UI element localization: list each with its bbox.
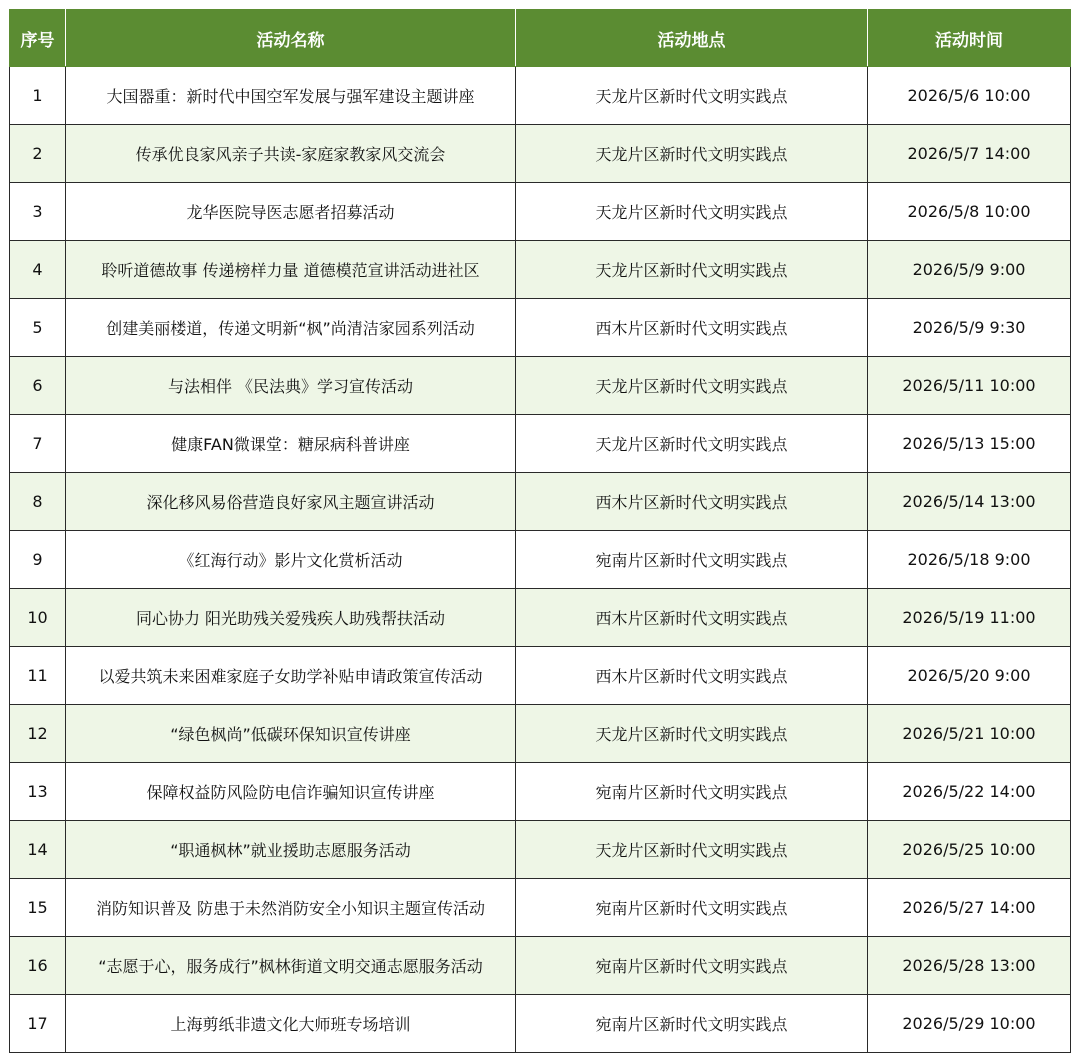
cell-time: 2026/5/22 14:00 (868, 763, 1071, 821)
table-row (10, 415, 1071, 473)
cell-time: 2026/5/27 14:00 (868, 879, 1071, 937)
cell-time: 2026/5/9 9:00 (868, 241, 1071, 299)
cell-location: 天龙片区新时代文明实践点 (516, 241, 868, 299)
table-row (10, 299, 1071, 357)
cell-activity-name: 龙华医院导医志愿者招募活动 (66, 183, 516, 241)
table-row (10, 763, 1071, 821)
cell-index: 6 (10, 357, 66, 415)
cell-index: 16 (10, 937, 66, 995)
cell-time: 2026/5/29 10:00 (868, 995, 1071, 1053)
cell-activity-name: 消防知识普及 防患于未然消防安全小知识主题宣传活动 (66, 879, 516, 937)
table-row (10, 67, 1071, 125)
table-row (10, 879, 1071, 937)
cell-index: 7 (10, 415, 66, 473)
cell-time: 2026/5/6 10:00 (868, 67, 1071, 125)
header-activity-location: 活动地点 (516, 10, 868, 67)
cell-index: 11 (10, 647, 66, 705)
cell-time: 2026/5/13 15:00 (868, 415, 1071, 473)
table-header-row (10, 10, 1071, 67)
cell-index: 12 (10, 705, 66, 763)
cell-index: 10 (10, 589, 66, 647)
cell-location: 天龙片区新时代文明实践点 (516, 183, 868, 241)
cell-index: 13 (10, 763, 66, 821)
cell-time: 2026/5/7 14:00 (868, 125, 1071, 183)
cell-activity-name: “志愿于心，服务成行”枫林街道文明交通志愿服务活动 (66, 937, 516, 995)
cell-time: 2026/5/20 9:00 (868, 647, 1071, 705)
cell-activity-name: 传承优良家风亲子共读-家庭家教家风交流会 (66, 125, 516, 183)
cell-activity-name: “绿色枫尚”低碳环保知识宣传讲座 (66, 705, 516, 763)
cell-activity-name: “职通枫林”就业援助志愿服务活动 (66, 821, 516, 879)
cell-location: 宛南片区新时代文明实践点 (516, 937, 868, 995)
table-row (10, 125, 1071, 183)
cell-location: 天龙片区新时代文明实践点 (516, 705, 868, 763)
cell-time: 2026/5/14 13:00 (868, 473, 1071, 531)
table-row (10, 473, 1071, 531)
cell-location: 宛南片区新时代文明实践点 (516, 531, 868, 589)
activity-table (9, 9, 1071, 1053)
cell-index: 1 (10, 67, 66, 125)
table-row (10, 995, 1071, 1053)
cell-location: 天龙片区新时代文明实践点 (516, 125, 868, 183)
cell-activity-name: 健康FAN微课堂：糖尿病科普讲座 (66, 415, 516, 473)
cell-location: 宛南片区新时代文明实践点 (516, 995, 868, 1053)
cell-location: 西木片区新时代文明实践点 (516, 473, 868, 531)
cell-activity-name: 与法相伴 《民法典》学习宣传活动 (66, 357, 516, 415)
table-row (10, 241, 1071, 299)
cell-index: 9 (10, 531, 66, 589)
cell-index: 2 (10, 125, 66, 183)
table-row (10, 183, 1071, 241)
activity-schedule-sheet (9, 9, 1070, 1053)
table-row (10, 531, 1071, 589)
cell-location: 天龙片区新时代文明实践点 (516, 67, 868, 125)
cell-time: 2026/5/19 11:00 (868, 589, 1071, 647)
cell-location: 天龙片区新时代文明实践点 (516, 415, 868, 473)
cell-activity-name: 创建美丽楼道，传递文明新“枫”尚清洁家园系列活动 (66, 299, 516, 357)
cell-time: 2026/5/8 10:00 (868, 183, 1071, 241)
cell-index: 5 (10, 299, 66, 357)
cell-activity-name: 保障权益防风险防电信诈骗知识宣传讲座 (66, 763, 516, 821)
cell-time: 2026/5/11 10:00 (868, 357, 1071, 415)
cell-location: 宛南片区新时代文明实践点 (516, 879, 868, 937)
cell-time: 2026/5/28 13:00 (868, 937, 1071, 995)
cell-activity-name: 聆听道德故事 传递榜样力量 道德模范宣讲活动进社区 (66, 241, 516, 299)
cell-activity-name: 上海剪纸非遗文化大师班专场培训 (66, 995, 516, 1053)
cell-time: 2026/5/21 10:00 (868, 705, 1071, 763)
header-activity-name: 活动名称 (66, 10, 516, 67)
table-row (10, 357, 1071, 415)
cell-activity-name: 深化移风易俗营造良好家风主题宣讲活动 (66, 473, 516, 531)
cell-location: 西木片区新时代文明实践点 (516, 299, 868, 357)
cell-location: 天龙片区新时代文明实践点 (516, 821, 868, 879)
cell-time: 2026/5/18 9:00 (868, 531, 1071, 589)
table-row (10, 821, 1071, 879)
cell-activity-name: 同心协力 阳光助残关爱残疾人助残帮扶活动 (66, 589, 516, 647)
cell-location: 西木片区新时代文明实践点 (516, 589, 868, 647)
table-row (10, 647, 1071, 705)
table-row (10, 705, 1071, 763)
cell-index: 15 (10, 879, 66, 937)
cell-activity-name: 《红海行动》影片文化赏析活动 (66, 531, 516, 589)
header-activity-time: 活动时间 (868, 10, 1071, 67)
cell-time: 2026/5/9 9:30 (868, 299, 1071, 357)
cell-index: 17 (10, 995, 66, 1053)
cell-index: 8 (10, 473, 66, 531)
table-row (10, 937, 1071, 995)
header-index: 序号 (10, 10, 66, 67)
table-body (10, 67, 1071, 1053)
cell-time: 2026/5/25 10:00 (868, 821, 1071, 879)
cell-location: 宛南片区新时代文明实践点 (516, 763, 868, 821)
cell-index: 14 (10, 821, 66, 879)
cell-location: 天龙片区新时代文明实践点 (516, 357, 868, 415)
cell-index: 3 (10, 183, 66, 241)
cell-location: 西木片区新时代文明实践点 (516, 647, 868, 705)
table-row (10, 589, 1071, 647)
cell-activity-name: 以爱共筑未来困难家庭子女助学补贴申请政策宣传活动 (66, 647, 516, 705)
cell-activity-name: 大国器重：新时代中国空军发展与强军建设主题讲座 (66, 67, 516, 125)
cell-index: 4 (10, 241, 66, 299)
